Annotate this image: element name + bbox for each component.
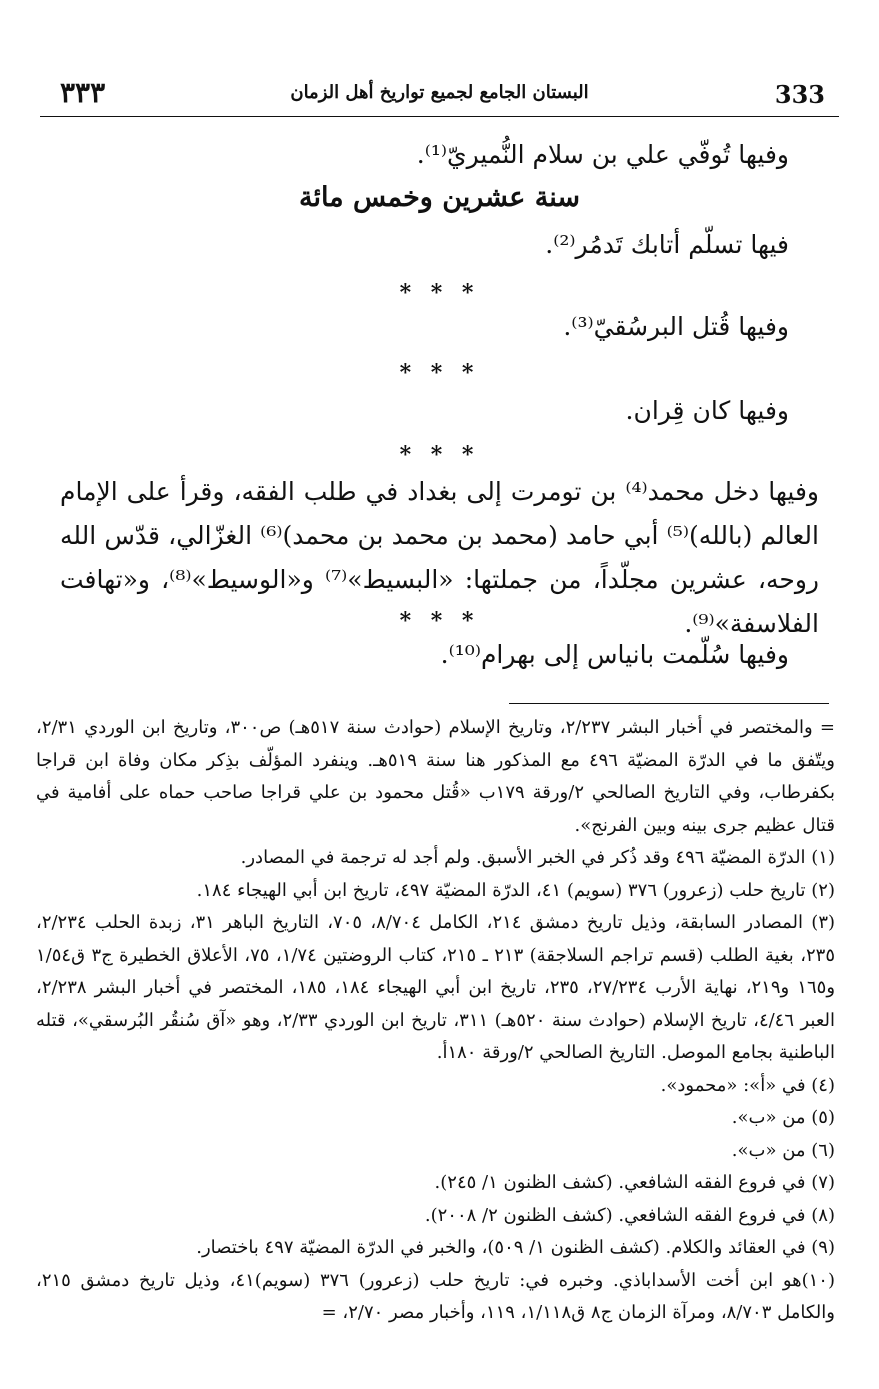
page-number-arabic: ٣٣٣ — [60, 76, 106, 109]
separator-asterisks: * * * — [399, 608, 480, 634]
text-line: وفيها كان قِران. — [625, 396, 789, 425]
footnote: (٥) من «ب». — [731, 1107, 835, 1128]
running-title: البستان الجامع لجميع تواريخ أهل الزمان — [290, 82, 589, 103]
footnote: (٩) في العقائد والكلام. (كشف الظنون ١/ ٥٠٩)، والخبر في الدرّة المضيّة ٤٩٧ باختصار. — [196, 1237, 835, 1258]
footnote: (٦) من «ب». — [731, 1139, 835, 1161]
text-line: وفيها سُلّمت بانياس إلى بهرام⁽¹⁰⁾. — [440, 640, 789, 669]
separator-asterisks: * * * — [399, 280, 480, 306]
footnote: (٢) تاريخ حلب (زعرور) ٣٧٦ (سويم) ٤١، الدرّة المضيّة ٤٩٧، تاريخ ابن أبي الهيجاء ١٨٤. — [196, 879, 835, 901]
page-number-latin: 333 — [774, 80, 825, 109]
footnotes — [36, 712, 835, 1330]
footnote: (٣) المصادر السابقة، وذيل تاريخ دمشق ٢١٤، الكامل ٨/٧٠٤، ٧٠٥، التاريخ الباهر ٣١، زبدة الحلب ٢/٢٣٤، ٢٣٥، بغية الطلب (قسم تراجم السلاجقة) ٢١٣ ـ ٢١٥، كتاب الروضتين ١/٧٤، ٧٥، الأعلاق الخطيرة ج٣ ق١/٥٤ و١٦٥ و٢١٩، نهاية الأرب ٢٧/٢٣٤، ٢٣٥، تاريخ ابن أبي الهيجاء ١٨٤، ١٨٥، المختصر في أخبار البشر ٢/٢٣٨، العبر ٤/٤٦، تاريخ الإسلام (حوادث سنة ٥٢٠هـ) ٣١١، تاريخ ابن الوردي ٢/٣٣، وهو «آق سُنقُر البُرسقي»، قتله الباطنية بجامع الموصل. التاريخ الصالحي ٢/ورقة ١٨٠أ. — [36, 912, 836, 1063]
text-line: وفيها تُوفّي علي بن سلام النُّميريّ⁽¹⁾. — [416, 140, 789, 169]
page-header — [40, 72, 839, 117]
text-line: وفيها قُتل البرسُقيّ⁽³⁾. — [563, 312, 789, 341]
separator-asterisks: * * * — [399, 360, 480, 386]
footnote: (٤) في «أ»: «محمود». — [660, 1074, 835, 1096]
footnote: (٨) في فروع الفقه الشافعي. (كشف الظنون ٢/ ٢٠٠٨). — [424, 1204, 835, 1226]
text-line: فيها تسلّم أتابك تَدمُر⁽²⁾. — [545, 230, 789, 259]
text-paragraph: وفيها دخل محمد⁽⁴⁾ بن تومرت إلى بغداد في طلب الفقه، وقرأ على الإمام العالم (بالله)⁽⁵⁾ أبي حامد (محمد بن محمد بن محمد)⁽⁶⁾ الغزّالي، قدّس الله روحه، عشرين مجلّداً، من جملتها: «البسيط»⁽⁷⁾ و«الوسيط»⁽⁸⁾، و«تهافت الفلاسفة»⁽⁹⁾. — [60, 477, 819, 638]
section-heading: سنة عشرين وخمس مائة — [298, 182, 581, 213]
separator-asterisks: * * * — [399, 442, 480, 468]
footnote: (١) الدرّة المضيّة ٤٩٦ وقد ذُكر في الخبر الأسبق. ولم أجد له ترجمة في المصادر. — [240, 847, 835, 868]
footnote: (٧) في فروع الفقه الشافعي. (كشف الظنون ١/ ٢٤٥). — [434, 1172, 835, 1193]
footnote-rule — [509, 703, 829, 704]
footnote: = والمختصر في أخبار البشر ٢/٢٣٧، وتاريخ الإسلام (حوادث سنة ٥١٧هـ) ص٣٠٠، وتاريخ ابن الوردي ٢/٣١، ويتّفق ما في الدرّة المضيّة ٤٩٦ مع المذكور هنا سنة ٥١٩هـ. وينفرد المؤلّف بذِكر مكان وفاة ابن قراجا بكفرطاب، وفي التاريخ الصالحي ٢/ورقة ١٧٩ب «قُتل محمود بن علي قراجا صاحب حماه على أفامية في قتال عظيم جرى بينه وبين الفرنج». — [36, 717, 836, 836]
footnote: (١٠)هو ابن أخت الأسداباذي. وخبره في: تاريخ حلب (زعرور) ٣٧٦ (سويم)٤١، وذيل تاريخ دمشق ٢١٥، والكامل ٨/٧٠٣، ومرآة الزمان ج٨ ق١/١١٨، ١١٩، وأخبار مصر ٢/٧٠، = — [36, 1269, 836, 1323]
